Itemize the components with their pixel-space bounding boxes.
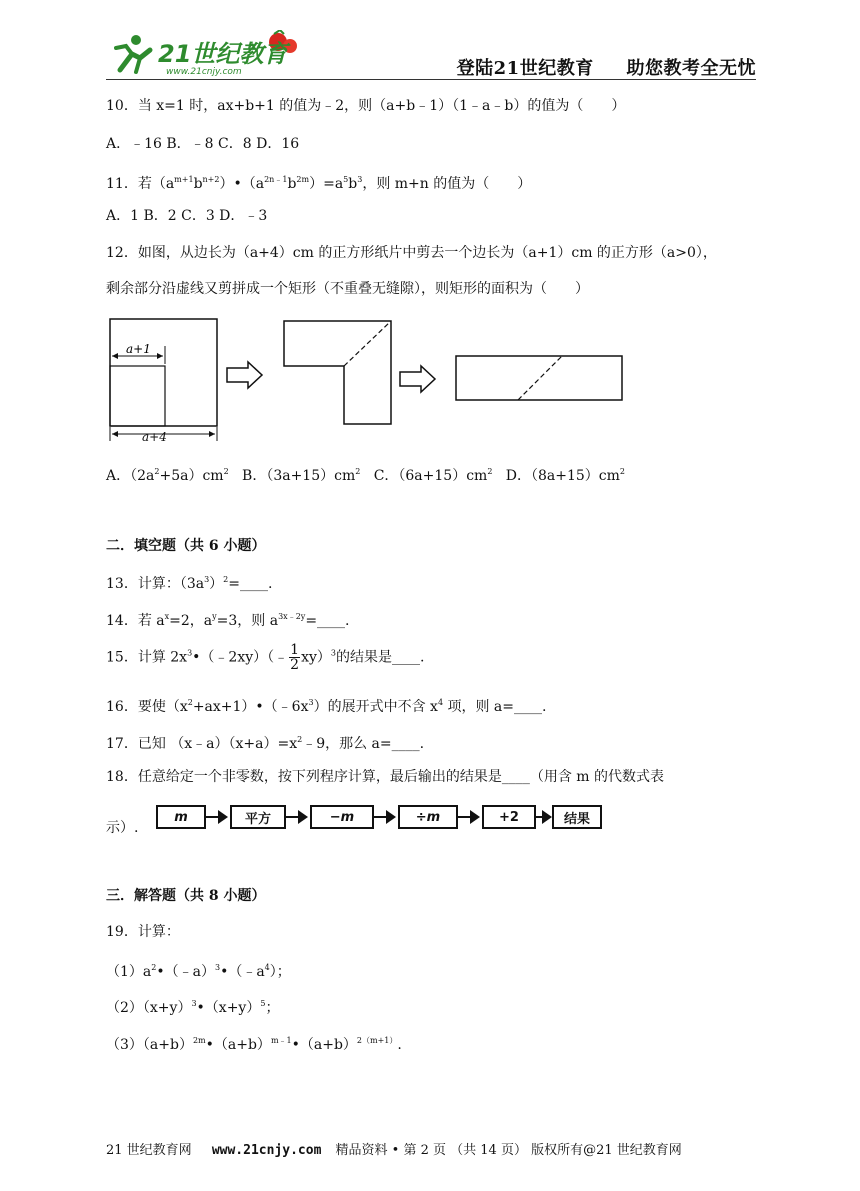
page-footer <box>106 1139 688 1158</box>
section-2-title: 二．填空题（共 6 小题） <box>106 538 266 554</box>
svg-text:21世纪教育: 21世纪教育 <box>158 40 288 68</box>
question-18-flowchart <box>156 802 606 834</box>
fraction-half: $\frac{1}{2}$ <box>290 642 300 673</box>
question-19-part-2: $(2)(x+y)^3•(x+y)^5$； <box>106 999 280 1016</box>
question-17: 17．已知 $(x﹣a)(x+a)=x^2﹣9$，那么 a=____. <box>106 735 425 752</box>
question-10: 10．当 x=1 时，ax+b+1 的值为﹣2，则（a+b﹣1）（1﹣a﹣b）的值为（ ） <box>106 98 626 114</box>
right-arrow-icon <box>400 366 435 392</box>
question-18-line1: 18．任意给定一个非零数，按下列程序计算，最后输出的结果是____（用含 m 的代数式表 <box>106 769 664 785</box>
question-15: 15．计算 $2x^3•(﹣2xy)(﹣$ $\frac{1}{2}$ xy）$^3$的结果是____. <box>106 642 425 673</box>
big-square <box>110 319 217 426</box>
flow-box-plus-2: +2 <box>482 805 536 829</box>
flow-box-m: m <box>156 805 206 829</box>
header-divider <box>106 79 756 80</box>
result-rectangle <box>456 356 622 400</box>
question-12-line1: 12．如图，从边长为（a+4）cm 的正方形纸片中剪去一个边长为（a+1）cm 的正方形（a>0）， <box>106 245 717 261</box>
page-header <box>106 30 756 82</box>
question-16: 16．要使$(x^2+ax+1)•(﹣6x^3)$的展开式中不含 $x^4$ 项，则 a=____. <box>106 698 547 715</box>
logo-21cnjy <box>106 30 306 78</box>
arrow-right-icon <box>470 810 480 824</box>
svg-text:a+1: a+1 <box>126 342 151 356</box>
question-14: 14．若 $a^x=2$，$a^y=3$，则 $a^{3x﹣2y}=\_\_\_\_$. <box>106 612 350 629</box>
flow-box-minus-m: −m <box>310 805 374 829</box>
arrow-right-icon <box>386 810 396 824</box>
question-10-options: A．﹣16 B．﹣8 C．8 D．16 <box>106 136 300 152</box>
footer-desc: 精品资料 • 第 2 页 （共 14 页） 版权所有@21 世纪教育网 <box>335 1143 682 1158</box>
question-18-line2: 示）. <box>106 820 139 836</box>
svg-text:www.21cnjy.com: www.21cnjy.com <box>166 67 242 77</box>
question-11: 11．若$(a^{m+1}b^{n+2})•(a^{2n﹣1}b^{2m})=a^5b^3$，则 m+n 的值为（ ） <box>106 175 532 192</box>
question-19-part-1: $(1)a^2•(﹣a)^3•(﹣a^4)$； <box>106 963 291 980</box>
arrow-right-icon <box>218 810 228 824</box>
footer-url[interactable]: www.21cnjy.com <box>211 1143 322 1158</box>
flow-box-divide-m: ÷m <box>398 805 458 829</box>
question-12-options: A．$(2a^2+5a)cm^2$ B．$(3a+15)cm^2$ C．$(6a+15)cm^2$ D．$(8a+15)cm^2$ <box>106 467 626 484</box>
question-12-line2: 剩余部分沿虚线又剪拼成一个矩形（不重叠无缝隙），则矩形的面积为（ ） <box>106 281 589 297</box>
question-11-options: A．1 B．2 C．3 D．﹣3 <box>106 208 268 224</box>
question-19-part-3: $(3)(a+b)^{2m}•(a+b)^{m﹣1}•(a+b)^{2(m+1)}$. <box>106 1036 402 1053</box>
right-arrow-icon <box>227 362 262 388</box>
svg-text:a+4: a+4 <box>142 430 167 444</box>
section-3-title: 三．解答题（共 8 小题） <box>106 888 266 904</box>
question-12-figure <box>106 316 646 448</box>
question-19-title: 19．计算： <box>106 924 180 940</box>
flow-box-square: 平方 <box>230 805 286 829</box>
small-square <box>110 366 165 426</box>
runner-icon <box>116 35 150 72</box>
question-13: 13．计算：$(3a^3)^2=\_\_\_\_$. <box>106 575 273 592</box>
arrow-right-icon <box>542 810 552 824</box>
slogan-right: 助您教考全无忧 <box>626 58 756 79</box>
slogan-left: 登陆21世纪教育 <box>456 58 594 79</box>
footer-site: 21 世纪教育网 <box>106 1143 192 1158</box>
flow-box-result: 结果 <box>552 805 602 829</box>
header-slogan <box>457 54 756 80</box>
arrow-right-icon <box>298 810 308 824</box>
